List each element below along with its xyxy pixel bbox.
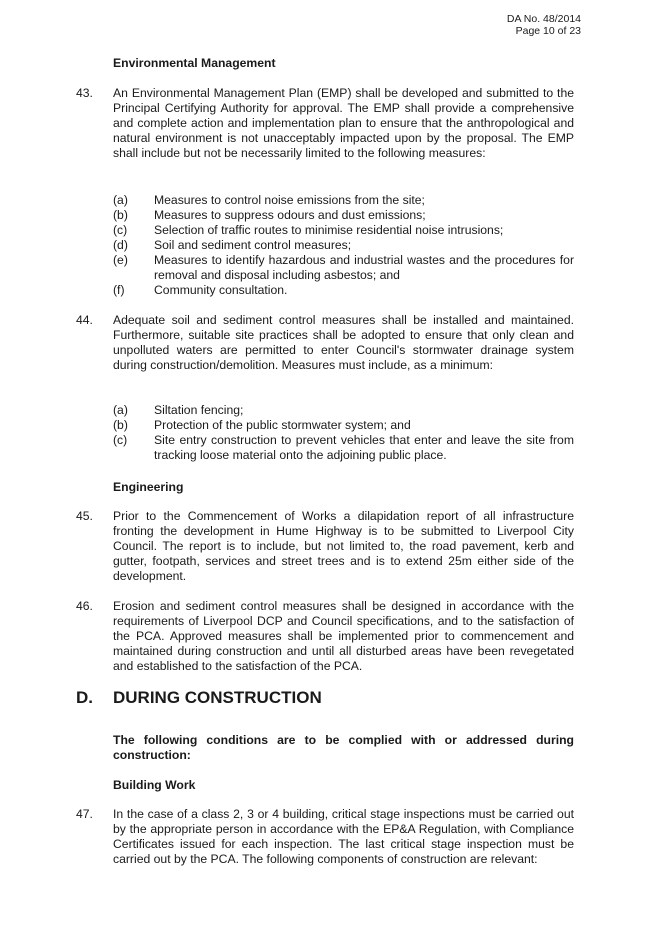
condition-text: In the case of a class 2, 3 or 4 building, critical stage inspections must be carried out by the appropriate person in accordance with the EP&A Regulation, with Compliance Certificates issued for each inspection. The last critical stage inspection must be carried out by the PCA. The following components of construction are relevant: [113, 807, 574, 866]
list-label: (e) [113, 253, 128, 267]
condition-number: 46. [76, 599, 93, 613]
page-header [507, 13, 581, 37]
list-label: (d) [113, 238, 128, 252]
list-text: Measures to identify hazardous and industrial wastes and the procedures for removal and disposal including asbestos; and [154, 253, 574, 282]
condition-number: 44. [76, 313, 93, 327]
page-number: Page 10 of 23 [515, 25, 581, 37]
condition-44 [76, 313, 574, 373]
da-reference: DA No. 48/2014 [506, 13, 581, 25]
list-text: Protection of the public stormwater system; and [154, 418, 411, 432]
condition-text: An Environmental Management Plan (EMP) shall be developed and submitted to the Principal Certifying Authority for approval. The EMP shall provide a comprehensive and complete action and implementation plan to ensure that the anthropological and natural environment is not unacceptably impacted upon by the proposal. The EMP shall include but not be necessarily limited to the following measures: [113, 86, 574, 160]
list-item [113, 283, 574, 298]
list-text: Selection of traffic routes to minimise residential noise intrusions; [154, 223, 504, 237]
list-text: Measures to suppress odours and dust emissions; [154, 208, 426, 222]
list-label: (c) [113, 223, 128, 237]
condition-text: Prior to the Commencement of Works a dilapidation report of all infrastructure fronting the development in Hume Highway is to be submitted to Liverpool City Council. The report is to include, but not limited to, the road pavement, kerb and gutter, footpath, services and street trees and is to extend 25m either side of the development. [113, 509, 574, 583]
list-item [113, 433, 574, 463]
heading-environmental-management: Environmental Management [113, 56, 276, 70]
list-text: Site entry construction to prevent vehicles that enter and leave the site from tracking loose material onto the adjoining public place. [154, 433, 574, 462]
list-item [113, 223, 574, 238]
list-label: (f) [113, 283, 125, 297]
section-letter: D. [76, 688, 93, 707]
condition-47 [76, 807, 574, 867]
section-heading [76, 688, 322, 708]
list-text: Soil and sediment control measures; [154, 238, 352, 252]
condition-45 [76, 509, 574, 584]
condition-43 [76, 86, 574, 161]
condition-46 [76, 599, 574, 674]
list-item [113, 403, 574, 418]
condition-43-measures-list [113, 193, 574, 298]
heading-building-work: Building Work [113, 778, 196, 792]
section-intro: The following conditions are to be complied with or addressed during construction: [113, 733, 574, 762]
condition-44-measures-list [113, 403, 574, 463]
list-label: (a) [113, 403, 128, 417]
list-text: Measures to control noise emissions from the site; [154, 193, 425, 207]
condition-text: Erosion and sediment control measures shall be designed in accordance with the requirements of Liverpool DCP and Council specifications, and to the satisfaction of the PCA. Approved measures shall be implemented prior to commencement and maintained during construction and until all disturbed areas have been revegetated and established to the satisfaction of the PCA. [113, 599, 574, 673]
condition-number: 45. [76, 509, 93, 523]
list-label: (b) [113, 418, 128, 432]
list-item [113, 193, 574, 208]
list-text: Siltation fencing; [154, 403, 244, 417]
list-text: Community consultation. [154, 283, 288, 297]
list-item [113, 208, 574, 223]
list-label: (c) [113, 433, 128, 447]
heading-engineering: Engineering [113, 480, 184, 494]
condition-text: Adequate soil and sediment control measures shall be installed and maintained. Furthermore, suitable site practices shall be adopted to ensure that only clean and unpolluted waters are permitted to enter Council's stormwater drainage system during construction/demolition. Measures must include, as a minimum: [113, 313, 574, 372]
list-label: (b) [113, 208, 128, 222]
list-item [113, 238, 574, 253]
section-title: DURING CONSTRUCTION [113, 688, 322, 707]
list-item [113, 418, 574, 433]
list-item [113, 253, 574, 283]
list-label: (a) [113, 193, 128, 207]
condition-number: 43. [76, 86, 93, 100]
condition-number: 47. [76, 807, 93, 821]
